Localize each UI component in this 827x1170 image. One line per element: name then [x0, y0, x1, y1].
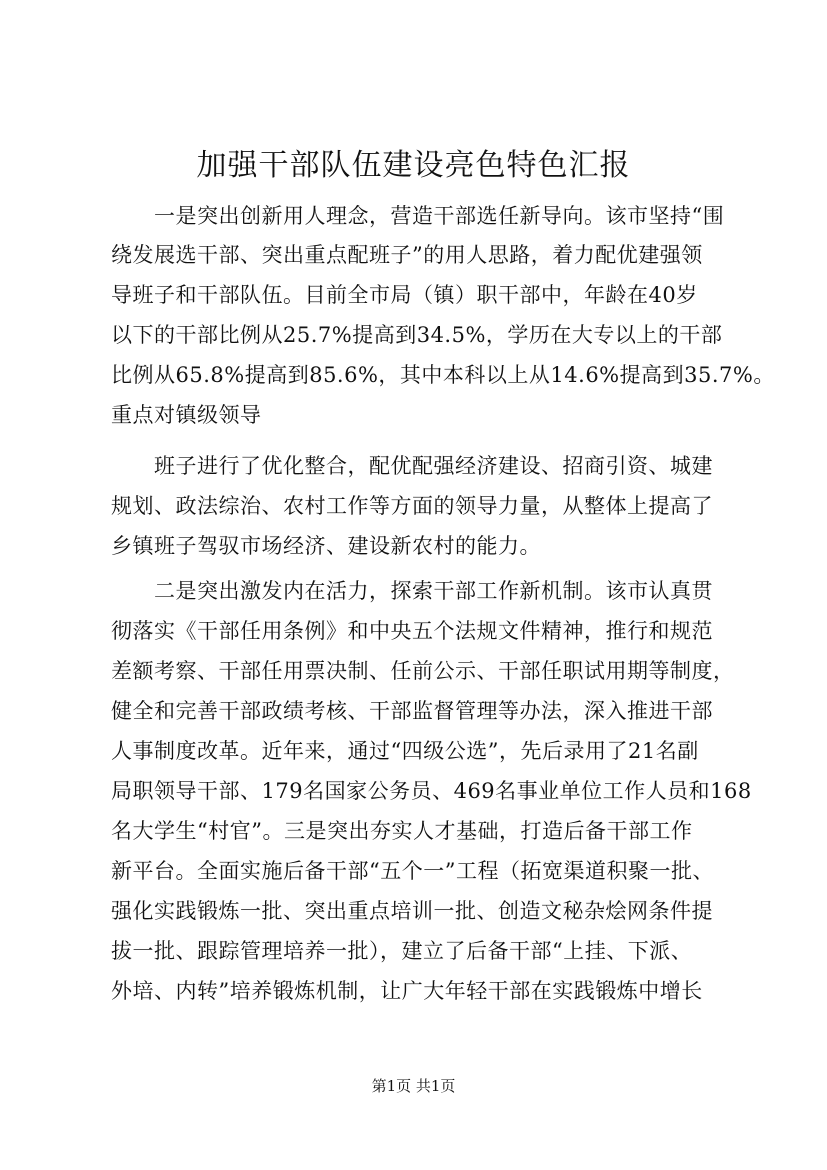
body-line-3: 导班子和干部队伍。目前全市局（镇）职干部中，年龄在40岁 [111, 283, 698, 307]
body-line-12: 差额考察、干部任用票决制、任前公示、干部任职试用期等制度， [111, 659, 735, 683]
body-line-5: 比例从65.8%提高到85.6%，其中本科以上从14.6%提高到35.7%。 [111, 363, 775, 387]
body-line-16: 名大学生“村官”。三是突出夯实人才基础，打造后备干部工作 [111, 819, 693, 843]
body-line-20: 外培、内转”培养锻炼机制，让广大年轻干部在实践锻炼中增长 [111, 979, 703, 1003]
body-line-1: 一是突出创新用人理念，营造干部选任新导向。该市坚持“围 [111, 204, 725, 228]
body-line-17: 新平台。全面实施后备干部“五个一”工程（拓宽渠道积聚一批、 [111, 859, 714, 883]
body-line-14: 人事制度改革。近年来，通过“四级公选”，先后录用了21名副 [111, 739, 699, 763]
body-line-6: 重点对镇级领导 [111, 403, 262, 427]
document-title: 加强干部队伍建设亮色特色汇报 [196, 148, 631, 183]
body-line-13: 健全和完善干部政绩考核、干部监督管理等办法，深入推进干部 [111, 699, 713, 723]
body-line-2: 绕发展选干部、突出重点配班子”的用人思路，着力配优建强领 [111, 243, 703, 267]
page-number-footer: 第1页 共1页 [371, 1077, 456, 1095]
body-line-10: 二是突出激发内在活力，探索干部工作新机制。该市认真贯 [111, 579, 713, 603]
body-line-11: 彻落实《干部任用条例》和中央五个法规文件精神，推行和规范 [111, 619, 713, 643]
body-line-8: 规划、政法综治、农村工作等方面的领导力量，从整体上提高了 [111, 494, 713, 518]
body-line-4: 以下的干部比例从25.7%提高到34.5%，学历在大专以上的干部 [111, 323, 723, 347]
body-line-19: 拔一批、跟踪管理培养一批），建立了后备干部“上挂、下派、 [111, 939, 693, 963]
body-line-15: 局职领导干部、179名国家公务员、469名事业单位工作人员和168 [111, 779, 752, 803]
body-line-9: 乡镇班子驾驭市场经济、建设新农村的能力。 [111, 534, 541, 558]
body-line-18: 强化实践锻炼一批、突出重点培训一批、创造文秘杂烩网条件提 [111, 899, 713, 923]
body-line-7: 班子进行了优化整合，配优配强经济建设、招商引资、城建 [111, 454, 713, 478]
